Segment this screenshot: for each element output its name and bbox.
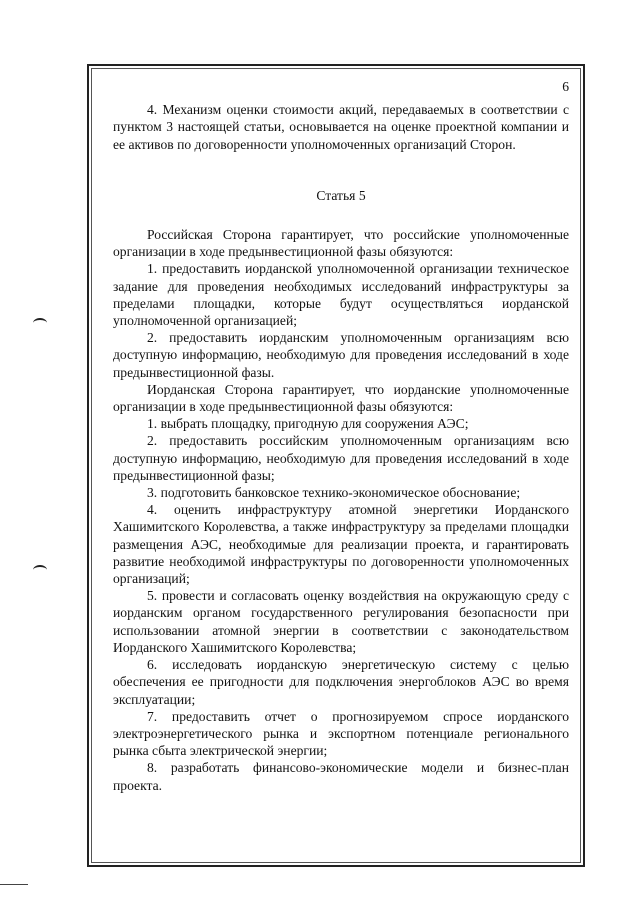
page-number: 6 (562, 79, 569, 94)
bottom-edge-line (0, 884, 28, 885)
margin-mark-lower (33, 565, 47, 575)
paragraph-jordanian-item-8: 8. разработать финансово-экономические модели и бизнес-план проекта. (113, 760, 569, 793)
paragraph-jordanian-guarantee: Иорданская Сторона гарантирует, что иорданские уполномоченные организации в ходе предынвестиционной фазы обязуются: (113, 381, 569, 415)
paragraph-jordanian-item-1: 1. выбрать площадку, пригодную для сооружения АЭС; (147, 416, 469, 432)
paragraph-jordanian-item-3: 3. подготовить банковское технико-экономическое обоснование; (147, 485, 521, 501)
paragraph-jordanian-item-5: 5. провести и согласовать оценку воздействия на окружающую среду с иорданским органом государственного регулирования безопасности при использовании атомной энергии в соответствии с законодательством Иорданского Хашимитского Королевства; (113, 588, 569, 655)
paragraph-russian-item-2: 2. предоставить иорданским уполномоченным организациям всю доступную информацию, необходимую для проведения исследований в ходе предынвестиционной фазы. (113, 330, 569, 380)
margin-mark-upper (33, 318, 47, 328)
paragraph-jordanian-item-6: 6. исследовать иорданскую энергетическую систему с целью обеспечения ее пригодности для подключения энергоблоков АЭС во время эксплуатации; (113, 657, 569, 707)
paragraph-jordanian-item-4: 4. оценить инфраструктуру атомной энергетики Иорданского Хашимитского Королевства, а также инфраструктуру за пределами площадки размещения АЭС, необходимые для реализации проекта, и гарантировать развитие необходимой инфраструктуры по договоренности уполномоченных организаций; (113, 502, 569, 587)
paragraph-russian-guarantee: Российская Сторона гарантирует, что российские уполномоченные организации в ходе предынвестиционной фазы обязуются: (113, 227, 569, 260)
document-body (113, 78, 569, 794)
paragraph-jordanian-item-7: 7. предоставить отчет о прогнозируемом спросе иорданского электроэнергетического рынка и экспортном потенциале регионального рынка сбыта электрической энергии; (113, 708, 569, 759)
paragraph-russian-item-1: 1. предоставить иорданской уполномоченной организации техническое задание для проведения необходимых исследований инфраструктуры за пределами площадки, которые будут осуществляться иорданской уполномоченной организацией; (113, 261, 569, 329)
article-heading: Статья 5 (316, 187, 366, 203)
paragraph-jordanian-item-2: 2. предоставить российским уполномоченным организациям всю доступную информацию, необходимую для проведения исследований в ходе предынвестиционной фазы; (113, 433, 569, 483)
intro-paragraph: 4. Механизм оценки стоимости акций, передаваемых в соответствии с пунктом 3 настоящей статьи, основывается на оценке проектной компании и ее активов по договоренности уполномоченных организаций Сторон. (113, 102, 569, 152)
